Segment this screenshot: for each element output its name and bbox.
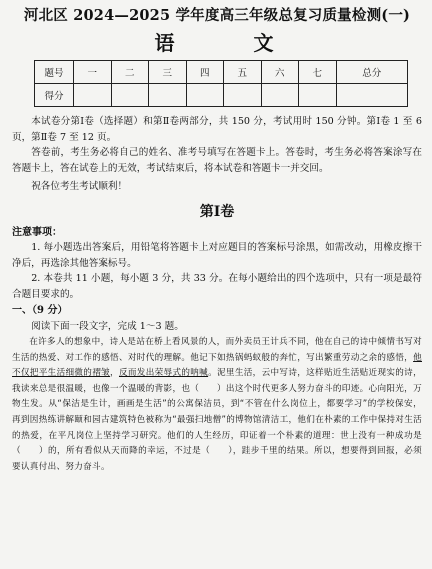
note-item: 1. 每小题选出答案后，用铅笔将答题卡上对应题目的答案标号涂黑，如需改动，用橡皮擦干净后，再选涂其他答案标号。 [12,241,422,269]
underlined-sentence: 他不仅把平生活细微的褶皱 [12,352,422,379]
note-item: 2. 本卷共 11 小题，每小题 3 分，共 33 分。在每小题给出的四个选项中，只有一项是最符合题目要求的。 [12,273,422,300]
score-cell: 四 [186,61,224,84]
exam-title: 河北区 2024—2025 学年度高三年级总复习质量检测(一) [23,7,411,24]
instructions [12,114,422,195]
underlined-sentence: 反而发出荣辱式的呐喊 [118,368,209,379]
notes-heading: 注意事项： [12,226,62,238]
score-cell: 六 [261,61,299,84]
score-cell: 题号 [35,61,74,84]
subject-title: 语 文 [154,31,310,55]
reading-passage [12,335,422,475]
score-empty-cell[interactable] [111,84,149,107]
score-cell: 三 [149,61,187,84]
score-table-header-row [35,61,408,84]
score-empty-cell[interactable] [224,84,262,107]
score-cell: 一 [74,61,112,84]
score-cell: 五 [224,61,262,84]
score-empty-cell[interactable] [336,84,408,107]
passage-text: 。泥里生活，云中写诗，这样贴近生活贴近现实的诗，我读来总是很温暖，也像一个温暖的背影，也（ ）出这个时代更多人努力奋斗的印迹。心向阳光，万物生发。从“保洁是生计，画画是生活”的公寓保洁员，到“不管在什么岗位上，都要学习”的学校保安，再到因热练讲解颐和园古建筑特色被称为“最强扫地僧”的博物馆清洁工，他们在朴素的工作中保持对生活的热爱，在平凡岗位上坚持学习研究。他们的人生经历，印证着一个朴素的道理：世上没有一种成功是（ ）的，所有看似从天而降的幸运，不过是（ ），跬步千里的结果。所以，想要得到回报，必须要认真付出、努力奋斗。 [12,368,422,472]
score-cell: 七 [299,61,337,84]
section-heading: 一、（9 分） [12,305,68,317]
score-label-cell: 得分 [35,84,74,107]
score-empty-cell[interactable] [299,84,337,107]
passage-text: 在许多人的想象中，诗人是站在桥上看风景的人，而外卖员王计兵不同，他在自己的诗中倾情书写对生活的热爱、对工作的感悟、对时代的理解。他记下如热锅蚂蚁般的奔忙，写出繁重劳动之余的感悟， [12,336,422,363]
score-empty-cell[interactable] [74,84,112,107]
instruction-paragraph: 答卷前，考生务必将自己的姓名、准考号填写在答题卡上。答卷时，考生务必将答案涂写在答题卡上，答在试卷上的无效，考试结束后，将本试卷和答题卡一并交回。 [12,147,422,174]
score-empty-cell[interactable] [261,84,299,107]
passage-text: ， [110,368,119,379]
score-cell: 总分 [336,61,408,84]
good-luck-line: 祝各位考生考试顺利！ [31,181,128,193]
section-prompt: 阅读下面一段文字，完成 1～3 题。 [31,321,184,333]
score-cell: 二 [111,61,149,84]
instruction-paragraph: 本试卷分第Ⅰ卷（选择题）和第Ⅱ卷两部分，共 150 分，考试用时 150 分钟。第Ⅰ卷 1 至 6 页，第Ⅱ卷 7 至 12 页。 [12,116,422,143]
score-empty-cell[interactable] [149,84,187,107]
score-table [34,60,408,107]
volume-title: 第Ⅰ卷 [199,203,235,220]
score-table-score-row [35,84,408,107]
score-empty-cell[interactable] [186,84,224,107]
